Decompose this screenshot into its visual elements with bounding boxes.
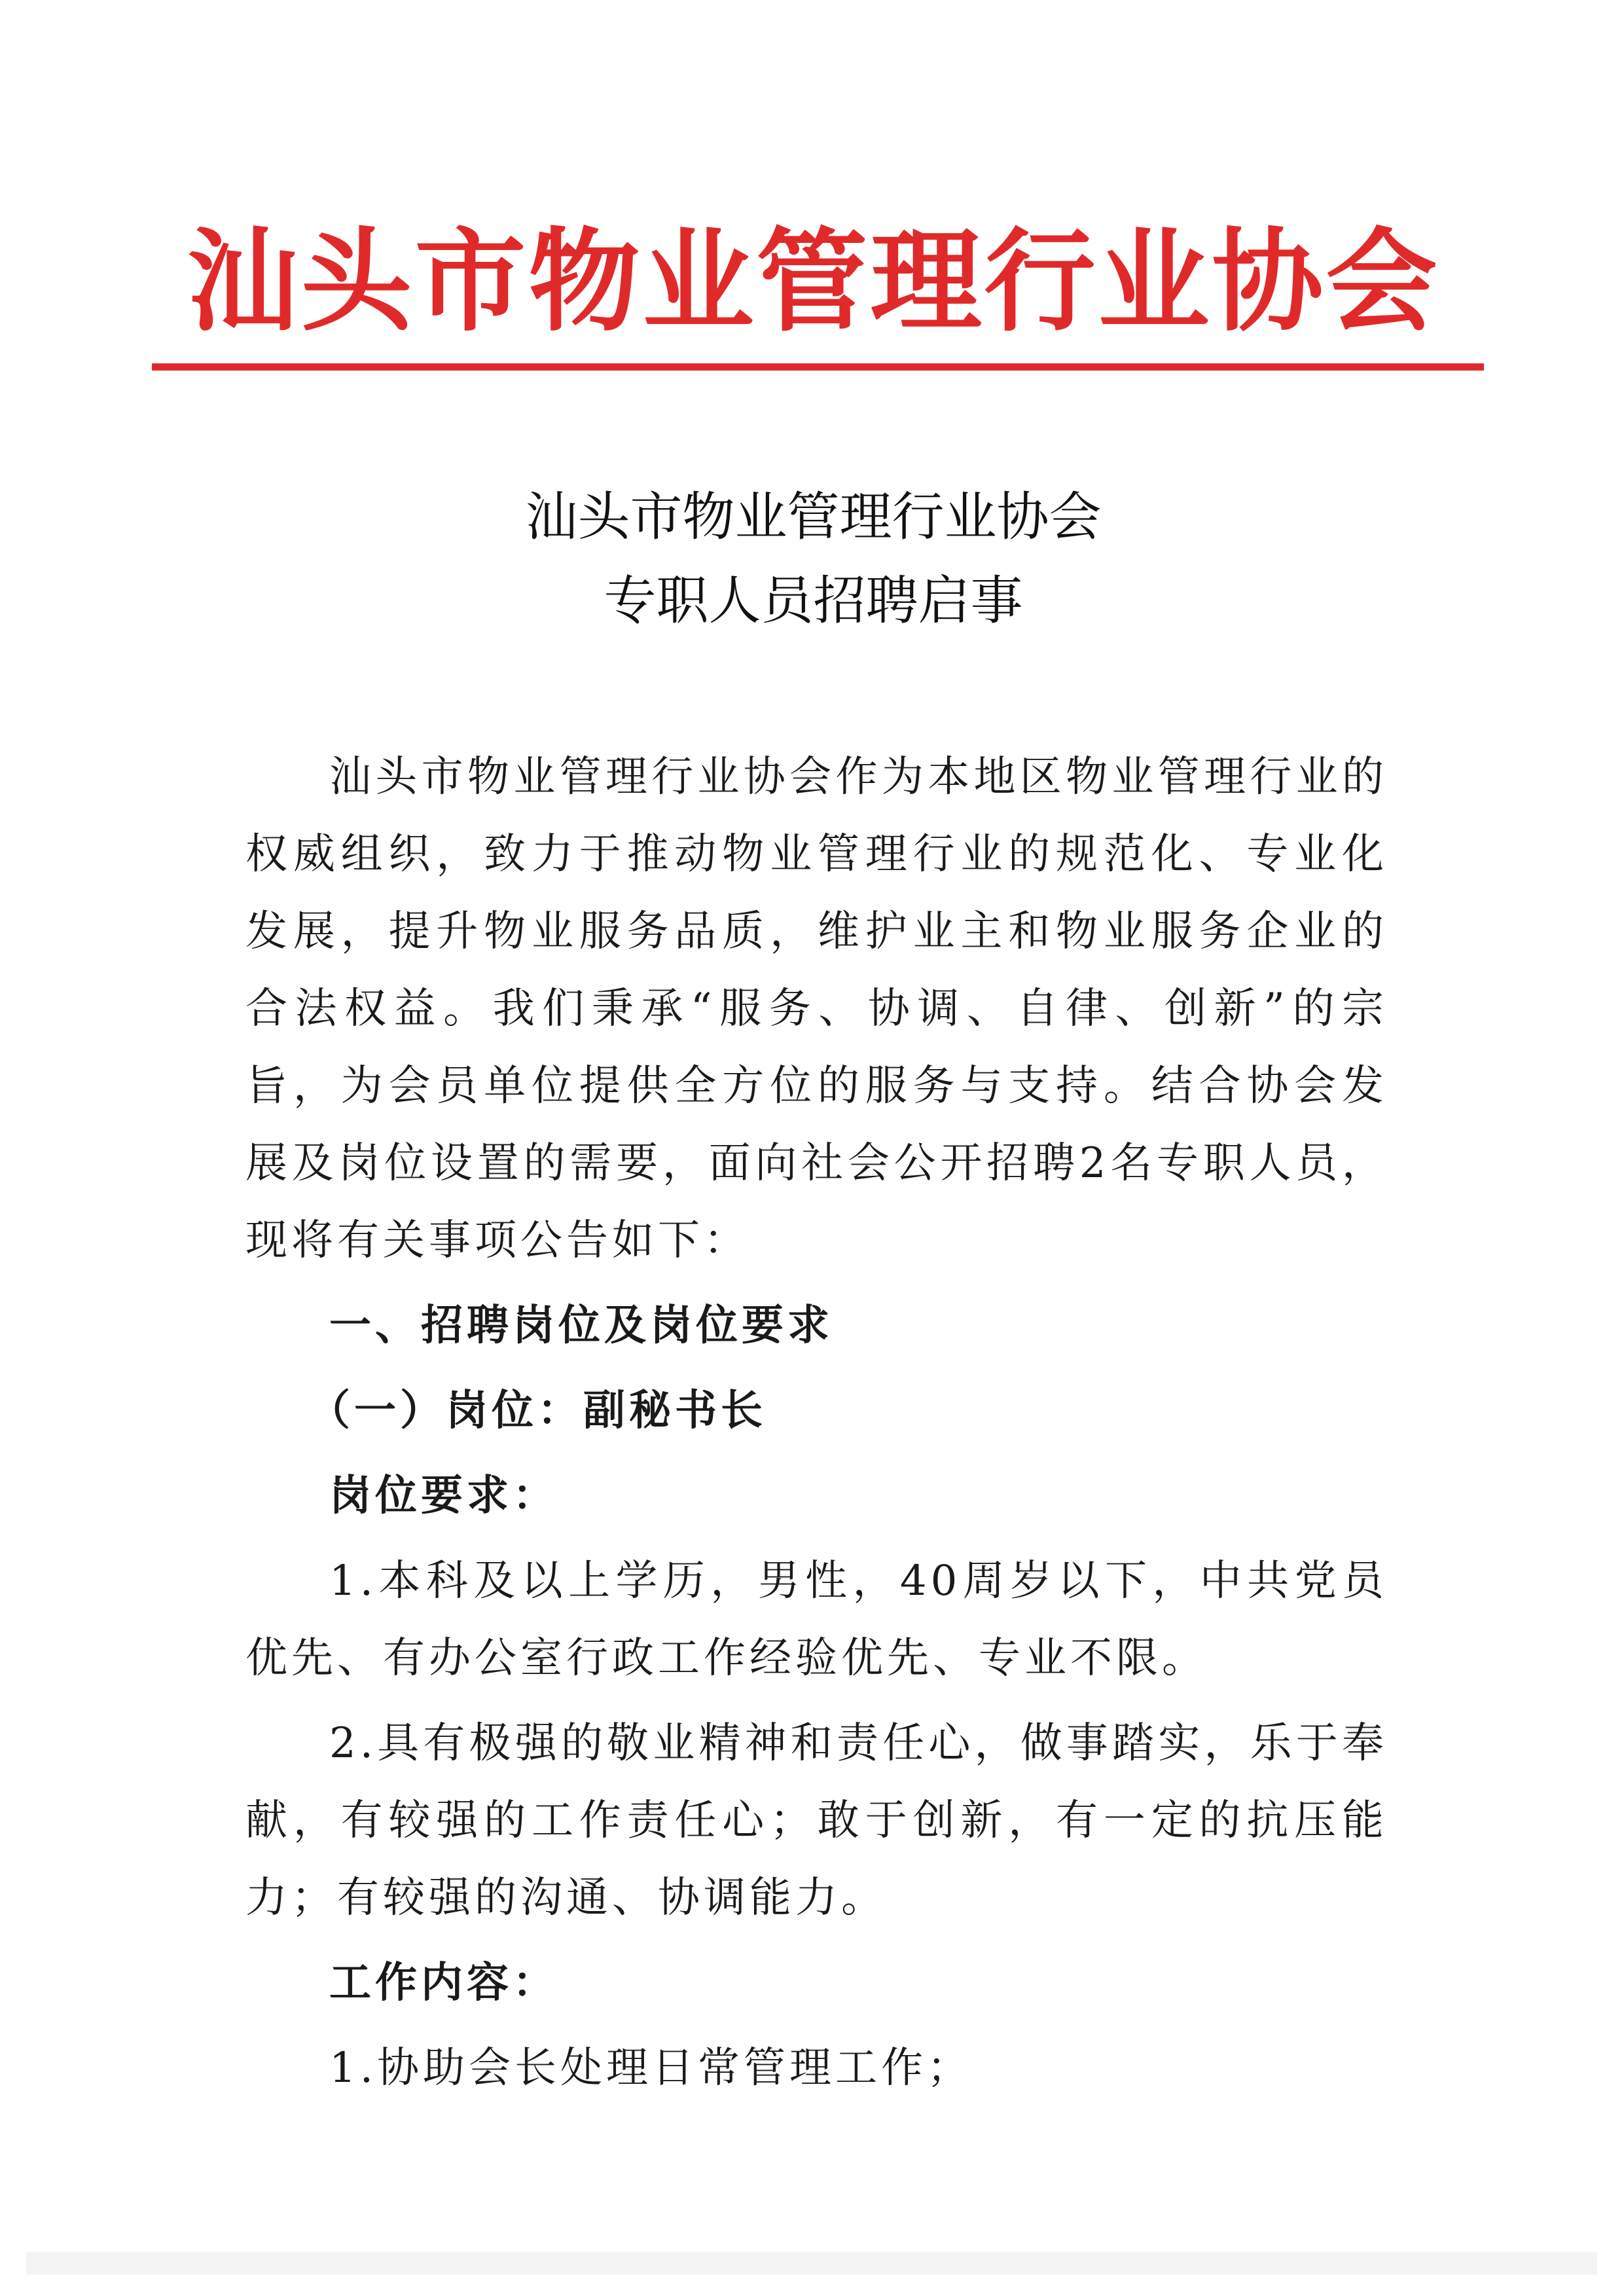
masthead-red-rule: [152, 363, 1484, 371]
section-heading-positions: 一、招聘岗位及岗位要求: [329, 1301, 833, 1350]
duties-heading: 工作内容：: [329, 1958, 558, 2007]
requirement-item-2: 2.具有极强的敬业精神和责任心，做事踏实，乐于奉献，有较强的工作责任心；敢于创新，有一定的抗压能力；有较强的沟通、协调能力。: [245, 1719, 1388, 1922]
intro-paragraph: 汕头市物业管理行业协会作为本地区物业管理行业的权威组织，致力于推动物业管理行业的规范化、专业化发展，提升物业服务品质，维护业主和物业服务企业的合法权益。我们秉承“服务、协调、自律、创新”的宗旨，为会员单位提供全方位的服务与支持。结合协会发展及岗位设置的需要，面向社会公开招聘2名专职人员，现将有关事项公告如下：: [245, 753, 1388, 1265]
duty-item-1: 1.协助会长处理日常管理工作；: [329, 2044, 973, 2092]
document-title-line-2: 专职人员招聘启事: [604, 570, 1023, 631]
masthead-org-name: 汕头市物业管理行业协会: [187, 216, 1440, 347]
requirement-item-1: 1.本科及以上学历，男性，40周岁以下，中共党员优先、有办公室行政工作经验优先、专业不限。: [245, 1557, 1388, 1683]
requirements-heading: 岗位要求：: [329, 1471, 558, 1520]
scan-footer-strip: [26, 2252, 1597, 2274]
document-body: [245, 738, 1388, 2115]
document-title-line-1: 汕头市物业管理行业协会: [525, 486, 1102, 547]
position-heading-deputy-secretary-general: （一）岗位：副秘书长: [308, 1386, 767, 1435]
